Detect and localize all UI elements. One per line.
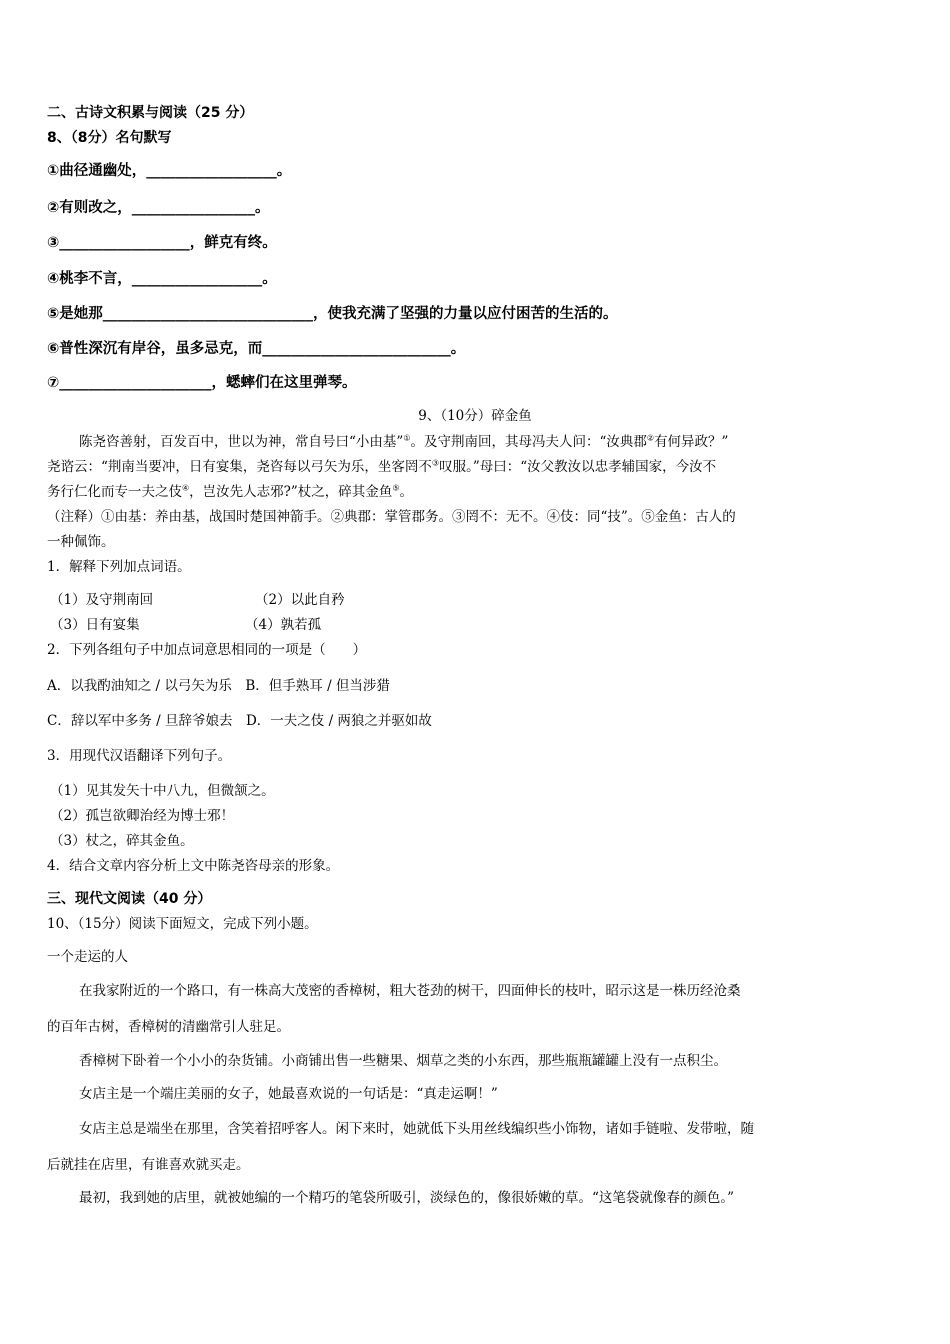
story-title: 一个走运的人 (47, 949, 128, 965)
q9-sub4: 4．结合文章内容分析上文中陈尧咨母亲的形象。 (47, 858, 340, 874)
dictation-line-2: ②有则改之，_________________。 (47, 200, 270, 216)
story-paragraph-line: 最初，我到她的店里，就被她编的一个精巧的笔袋所吸引，淡绿色的，像很娇嫩的草。“这笔袋就像春的颜色。” (79, 1190, 735, 1206)
dictation-line-3: ③__________________，鲜克有终。 (47, 235, 277, 251)
q9-sub1-item-2: （2）以此自矜 (255, 592, 345, 608)
q9-translate-2: （2）孤岂欲卿治经为博士邪！ (50, 808, 235, 824)
q9-passage-line-2: 尧谘云：“荆南当要冲，日有宴集，尧咨每以弓矢为乐，坐客罔不③叹服。”母曰：“汝父教汝以忠孝辅国家，今汝不 (47, 458, 717, 475)
dictation-line-5: ⑤是她那_____________________________，使我充满了坚强的力量以应付困苦的生活的。 (47, 306, 618, 322)
q9-sub3: 3．用现代汉语翻译下列句子。 (47, 748, 232, 764)
dictation-line-7: ⑦_____________________，蟋蟀们在这里弹琴。 (47, 375, 357, 391)
dictation-line-6: ⑥普性深沉有岸谷，虽多忌克，而__________________________。 (47, 341, 466, 357)
q9-sub1-item-3: （3）日有宴集 (50, 617, 140, 633)
story-paragraph-line: 后就挂在店里，有谁喜欢就买走。 (47, 1157, 250, 1173)
section-heading-3: 三、现代文阅读（40 分） (47, 891, 212, 907)
q9-sub2: 2．下列各组句子中加点词意思相同的一项是（ ） (47, 642, 367, 658)
story-paragraph-line: 的百年古树，香樟树的清幽常引人驻足。 (47, 1019, 290, 1035)
story-paragraph-line: 香樟树下卧着一个小小的杂货铺。小商铺出售一些糖果、烟草之类的小东西，那些瓶瓶罐罐上没有一点积尘。 (79, 1053, 727, 1069)
dictation-line-4: ④桃李不言，__________________。 (47, 271, 277, 287)
dictation-line-1: ①曲径通幽处，__________________。 (47, 163, 292, 179)
q9-notes-line-2: 一种佩饰。 (47, 534, 115, 550)
q9-options-cd: C．辞以军中多务 / 旦辞爷娘去 D．一夫之伎 / 两狼之并驱如故 (47, 713, 432, 729)
q9-options-ab: A．以我酌油知之 / 以弓矢为乐 B．但手熟耳 / 但当涉猎 (47, 678, 390, 694)
q9-translate-3: （3）杖之，碎其金鱼。 (50, 833, 194, 849)
story-paragraph-line: 女店主总是端坐在那里，含笑着招呼客人。闲下来时，她就低下头用丝线编织些小饰物，诸如手链啦、发带啦，随 (79, 1121, 754, 1137)
q9-passage-line-3: 务行仁化而专一夫之伎④，岂汝先人志邪?”杖之，碎其金鱼⑤。 (47, 483, 413, 500)
q9-sub1: 1．解释下列加点词语。 (47, 559, 191, 575)
q10-title: 10、（15分）阅读下面短文，完成下列小题。 (47, 916, 318, 932)
q8-title: 8、（8分）名句默写 (47, 130, 172, 146)
q9-sub1-item-4: （4）孰若孤 (245, 617, 322, 633)
q9-sub1-item-1: （1）及守荆南回 (50, 592, 154, 608)
q9-notes-line-1: （注释）①由基：养由基，战国时楚国神箭手。②典郡：掌管郡务。③罔不：无不。④伎：同“技”。⑤金鱼：古人的 (47, 509, 736, 525)
q9-passage-line-1: 陈尧咨善射，百发百中，世以为神，常自号曰“小由基”①。及守荆南回，其母冯夫人问：“汝典郡②有何异政？” (79, 433, 729, 450)
q9-translate-1: （1）见其发矢十中八九，但微颔之。 (50, 783, 275, 799)
story-paragraph-line: 女店主是一个端庄美丽的女子，她最喜欢说的一句话是：“真走运啊！” (79, 1086, 498, 1102)
story-paragraph-line: 在我家附近的一个路口，有一株高大茂密的香樟树，粗大苍劲的树干，四面伸长的枝叶，昭示这是一株历经沧桑 (79, 983, 741, 999)
q9-title: 9、（10分）碎金鱼 (418, 408, 532, 424)
section-heading-2: 二、古诗文积累与阅读（25 分） (47, 105, 254, 121)
